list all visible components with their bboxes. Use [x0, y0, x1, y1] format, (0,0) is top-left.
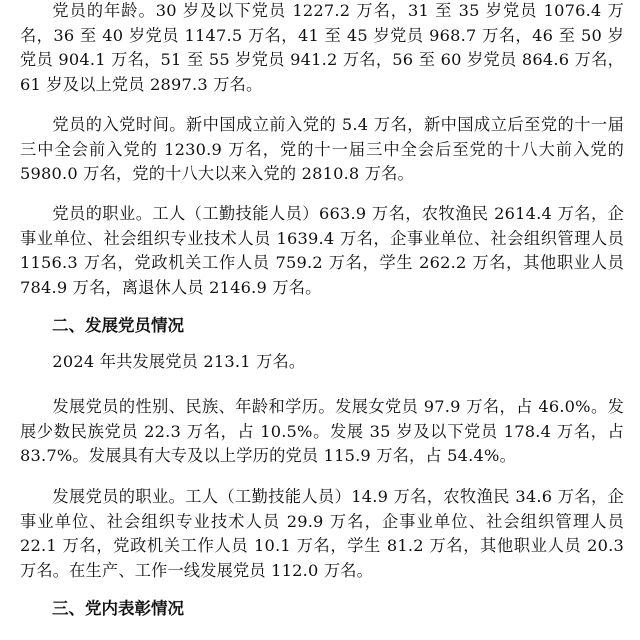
section-heading-new-members: 二、发展党员情况 [52, 316, 184, 335]
paragraph-member-age: 党员的年龄。30 岁及以下党员 1227.2 万名，31 至 35 岁党员 1076.4 万名，36 至 40 岁党员 1147.5 万名，41 至 45 岁党员 968.7 万名，46 至 50 岁党员 904.1 万名，51 至 55 岁党员 941.2 万名，56 至 60 岁党员 864.6 万名，61 岁及以上党员 2897.3 万名。 [20, 1, 624, 94]
paragraph-new-members-demographics: 发展党员的性别、民族、年龄和学历。发展女党员 97.9 万名，占 46.0%。发展少数民族党员 22.3 万名，占 10.5%。发展 35 岁及以下党员 178.4 万名，占 83.7%。发展具有大专及以上学历的党员 115.9 万名，占 54.4%。 [20, 397, 624, 465]
paragraph-member-occupation: 党员的职业。工人（工勤技能人员）663.9 万名，农牧渔民 2614.4 万名，企事业单位、社会组织专业技术人员 1639.4 万名，企事业单位、社会组织管理人员 1156.3 万名，党政机关工作人员 759.2 万名，学生 262.2 万名，其他职业人员 784.9 万名，离退休人员 2146.9 万名。 [20, 204, 624, 297]
section-heading-commendations: 三、党内表彰情况 [52, 599, 184, 618]
paragraph-new-members-occupation: 发展党员的职业。工人（工勤技能人员）14.9 万名，农牧渔民 34.6 万名，企事业单位、社会组织专业技术人员 29.9 万名，企事业单位、社会组织管理人员 22.1 万名，党政机关工作人员 10.1 万名，学生 81.2 万名，其他职业人员 20.3 万名。在生产、工作一线发展党员 112.0 万名。 [20, 487, 624, 580]
paragraph-join-time: 党员的入党时间。新中国成立前入党的 5.4 万名，新中国成立后至党的十一届三中全会前入党的 1230.9 万名，党的十一届三中全会后至党的十八大前入党的 5980.0 万名，党的十八大以来入党的 2810.8 万名。 [20, 115, 624, 183]
paragraph-new-members-total: 2024 年共发展党员 213.1 万名。 [52, 352, 306, 371]
